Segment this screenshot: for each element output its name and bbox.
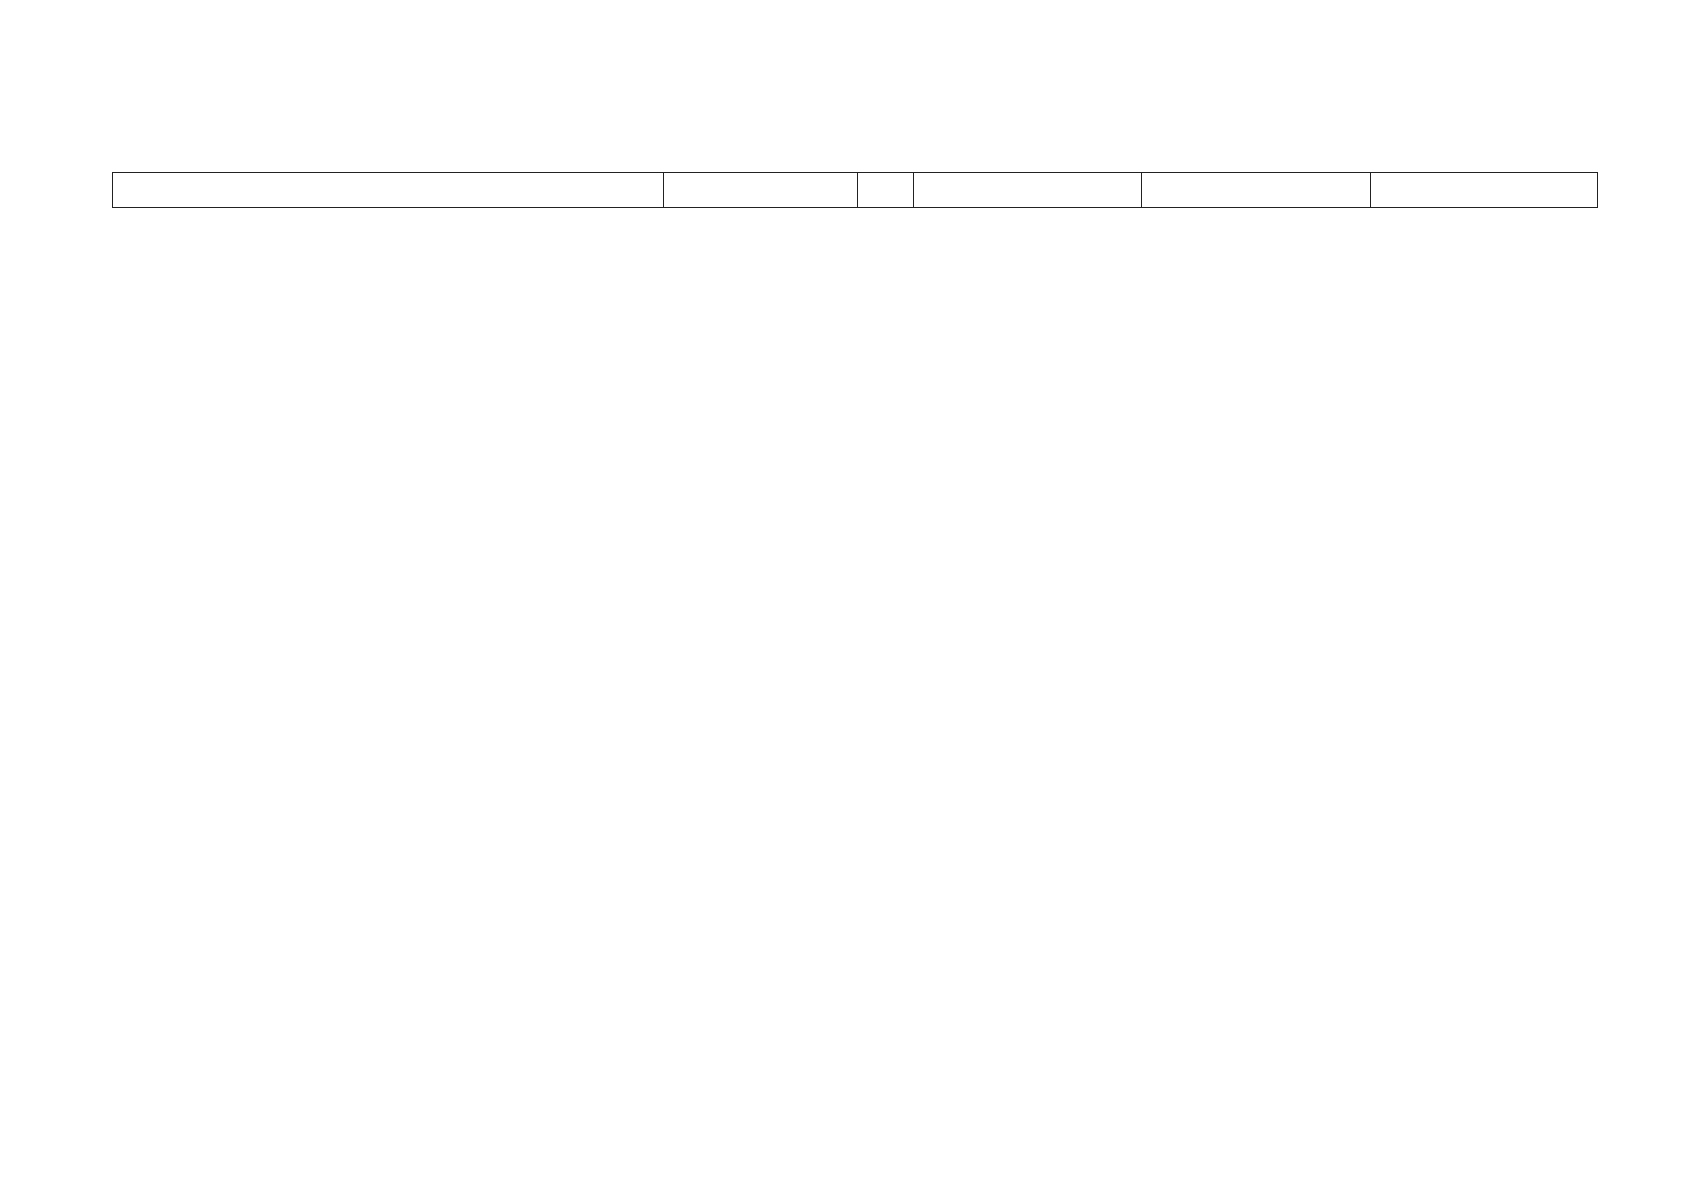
column-header-5 — [1142, 173, 1371, 207]
table-header — [112, 172, 1598, 208]
column-header-1 — [113, 173, 664, 207]
column-header-6 — [1371, 173, 1597, 207]
column-header-4 — [914, 173, 1142, 207]
column-header-3 — [858, 173, 914, 207]
column-header-2 — [664, 173, 858, 207]
